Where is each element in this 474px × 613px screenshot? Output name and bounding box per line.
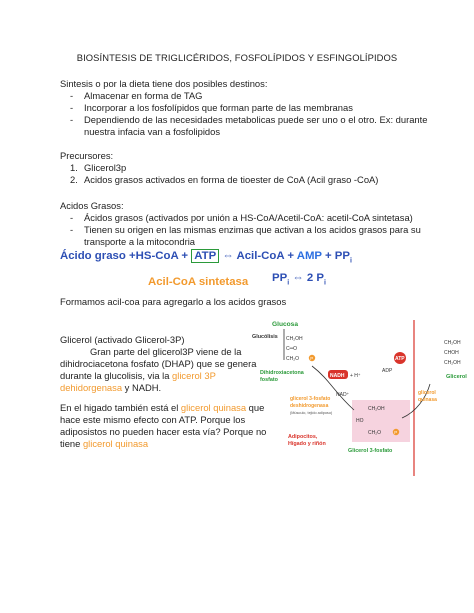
dhap-label-2: fosfato xyxy=(260,377,278,383)
bullet-dash: - xyxy=(70,114,74,125)
glycerol-pathway-figure xyxy=(250,318,474,476)
atp-box: ATP xyxy=(191,249,219,263)
eq-mid: Acil-CoA + xyxy=(236,250,297,262)
activation-equation xyxy=(60,250,352,268)
eq-left: Ácido graso +HS-CoA + xyxy=(60,250,192,262)
intro-lead: Sintesis o por la dieta tiene dos posibles destinos: xyxy=(60,78,268,89)
intro-item: Almacenar en forma de TAG xyxy=(84,90,203,101)
eq-arrow: ⇔ xyxy=(219,250,237,262)
p2-highlight: glicerol quinasa xyxy=(180,402,247,413)
acidos-item: Ácidos grasos (activados por unión a HS-CoA/Acetil-CoA: acetil-CoA sintetasa) xyxy=(84,212,413,223)
p2-text: tiene xyxy=(60,438,83,449)
glicerol-p1-line xyxy=(60,370,216,382)
atp-label: ATP xyxy=(395,356,405,362)
eq-amp: AMP xyxy=(296,250,322,262)
glicerol-heading: Glicerol (activado Glicerol-3P) xyxy=(60,334,185,345)
gk-label: glicerol xyxy=(418,390,436,396)
g3p-label: Glicerol 3-fosfato xyxy=(348,448,393,454)
glicerol-p2-line xyxy=(60,438,148,450)
h-plus-label: + H⁺ xyxy=(350,373,361,379)
bullet-dash: - xyxy=(70,212,74,223)
phosphate-p: P xyxy=(394,430,398,435)
list-number: 1. xyxy=(70,162,78,173)
glucosa-label: Glucosa xyxy=(272,321,299,328)
glicerol-p2-line xyxy=(60,402,264,414)
eq-right: + PP xyxy=(321,250,351,262)
formula-ch2oh: CH₂OH xyxy=(444,340,461,346)
p1-text: y NADH. xyxy=(122,382,162,393)
nadh-label: NADH xyxy=(330,373,345,379)
formula-ho: HO xyxy=(356,418,364,424)
precursor-item: Glicerol3p xyxy=(84,162,127,173)
adp-label: ADP xyxy=(382,368,393,374)
glucolisis-label: Glucólisis xyxy=(252,334,278,340)
g3pdh-label-2: deshidrogenasa xyxy=(290,403,329,409)
formamos-text: Formamos acil-coa para agregarlo a los acidos grasos xyxy=(60,296,287,307)
p2-text: En el higado también está el xyxy=(60,402,181,413)
intro-item: Incorporar a los fosfolípidos que forman parte de las membranas xyxy=(84,102,353,113)
bullet-dash: - xyxy=(70,90,74,101)
tissue-label-2: Hígado y riñón xyxy=(288,441,326,447)
ppi-arrow: ⇔ 2 P xyxy=(289,272,324,284)
bullet-dash: - xyxy=(70,102,74,113)
acidos-heading: Acidos Grasos: xyxy=(60,200,124,211)
formula-ch2oh: CH₂OH xyxy=(444,360,461,366)
list-number: 2. xyxy=(70,174,78,185)
glicerol-label: Glicerol xyxy=(446,374,467,380)
p2-highlight: glicerol quinasa xyxy=(82,438,149,449)
formula-ch2o: CH₂O xyxy=(286,356,300,362)
formula-ch2oh: CH₂OH xyxy=(286,336,303,342)
glicerol-p2-line: hace este mismo efecto con ATP. Porque los xyxy=(60,414,246,425)
glicerol-p1-line: Gran parte del glicerol3P viene de la xyxy=(90,346,242,357)
dhap-label: Dihidroxiacetona xyxy=(260,370,304,376)
formula-co: C═O xyxy=(286,346,298,352)
p1-highlight: glicerol 3P xyxy=(172,370,216,381)
ppi-left: PP xyxy=(272,272,288,284)
gk-label-2: quinasa xyxy=(418,397,437,403)
ppi-sub-right: i xyxy=(323,279,326,287)
bullet-dash: - xyxy=(70,224,74,235)
ppi-equation xyxy=(272,272,326,290)
glicerol-p1-line xyxy=(60,382,161,394)
acidos-item-cont: transporte a la mitocondria xyxy=(84,236,195,247)
page-title: BIOSÍNTESIS DE TRIGLICÉRIDOS, FOSFOLÍPIDOS Y ESFINGOLÍPIDOS xyxy=(76,52,398,63)
acidos-item: Tienen su origen en las mismas enzimas que activan a los acidos grasos para su xyxy=(84,224,421,235)
eq-sub: i xyxy=(350,257,352,265)
formula-choh: CHOH xyxy=(444,350,459,356)
p1-highlight: dehidorgenasa xyxy=(60,382,123,393)
formula-ch2o: CH₂O xyxy=(368,430,382,436)
ppi-sub-left: i xyxy=(287,279,290,287)
precursores-heading: Precursores: xyxy=(60,150,114,161)
glicerol-p1-line: dihidrociacetona fosfato (DHAP) que se genera xyxy=(60,358,257,369)
enzyme-label: Acil-CoA sintetasa xyxy=(148,276,249,288)
g3pdh-tissues: (Músculo, tejido adiposo) xyxy=(290,411,333,415)
intro-item-cont: nuestra infacia van a fosfolipidos xyxy=(84,126,221,137)
intro-item: Dependiendo de las necesidades metabolicas puede ser uno o el otro. Ex: durante xyxy=(84,114,428,125)
tissue-label: Adipocitos, xyxy=(288,434,318,440)
nad-label: NAD⁺ xyxy=(336,392,350,398)
formula-ch2oh: CH₂OH xyxy=(368,406,385,412)
precursor-item: Acidos grasos activados en forma de tioester de CoA (Acil graso -CoA) xyxy=(84,174,379,185)
p2-text: que xyxy=(246,402,265,413)
p1-text: durante la glucolisis, via la xyxy=(60,370,173,381)
g3pdh-label: glicerol 3-fosfato xyxy=(290,396,331,402)
glicerol-p2-line: adiposistos no pueden hacer esta vía? Porque no xyxy=(60,426,267,437)
phosphate-p: P xyxy=(310,356,314,361)
